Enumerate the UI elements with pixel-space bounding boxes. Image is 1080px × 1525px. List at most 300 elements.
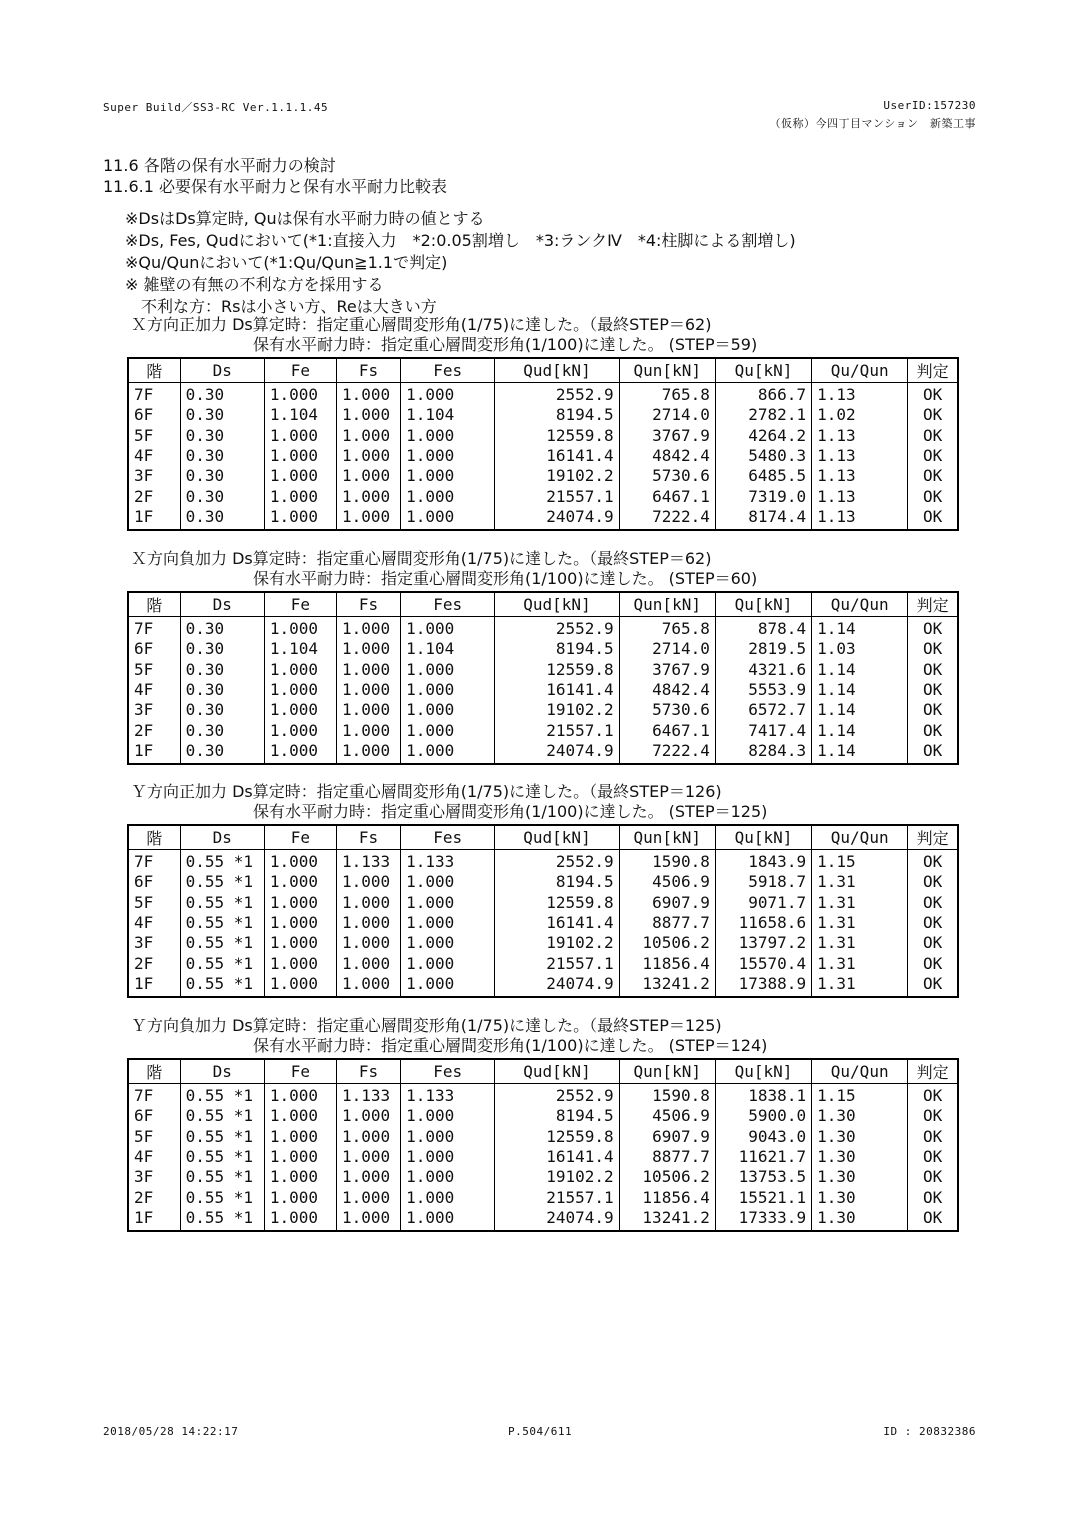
note-line: ※Ds, Fes, Qudにおいて(*1:直接入力 *2:0.05割増し *3:ランクⅣ *4:柱脚による割増し) <box>125 231 796 250</box>
capacity-table-x-positive <box>127 357 959 531</box>
cell-judge: OK <box>908 720 958 740</box>
cell-story: 3F <box>134 933 154 953</box>
cell-ds: 0.30 <box>180 426 264 446</box>
cell-qu: 4321.6 <box>715 660 811 680</box>
column-header-qud: Qud[kN] <box>495 1059 619 1084</box>
cell-qud: 8194.5 <box>495 405 619 425</box>
table-row <box>128 1147 958 1167</box>
cell-qu: 5480.3 <box>715 446 811 466</box>
cell-story: 5F <box>134 892 154 912</box>
cell-story: 4F <box>134 680 154 700</box>
cell-judge: OK <box>908 933 958 953</box>
cell-story: 1F <box>134 1207 154 1227</box>
cell-fs: 1.000 <box>336 1127 400 1147</box>
cell-qu: 866.7 <box>715 383 811 406</box>
cell-ds: 0.55 *1 <box>180 974 264 997</box>
table-caption-ds: Ｙ方向負加力 Ds算定時：指定重心層間変形角(1/75)に達した。（最終STEP＝125) <box>131 1016 722 1035</box>
cell-fes: 1.000 <box>401 446 495 466</box>
cell-qu: 15521.1 <box>715 1187 811 1207</box>
cell-qun: 5730.6 <box>619 466 715 486</box>
table-row <box>128 426 958 446</box>
cell-fes: 1.133 <box>401 850 495 873</box>
cell-ratio: 1.30 <box>812 1147 908 1167</box>
software-version: Super Build／SS3-RC Ver.1.1.1.45 <box>103 101 329 114</box>
cell-judge: OK <box>908 913 958 933</box>
cell-fes: 1.000 <box>401 1167 495 1187</box>
cell-fes: 1.000 <box>401 1147 495 1167</box>
cell-qud: 19102.2 <box>495 466 619 486</box>
section-title: 11.6 各階の保有水平耐力の検討 <box>103 156 336 175</box>
cell-ds: 0.55 *1 <box>180 850 264 873</box>
cell-judge: OK <box>908 466 958 486</box>
cell-judge: OK <box>908 893 958 913</box>
cell-fs: 1.000 <box>336 405 400 425</box>
cell-judge: OK <box>908 1127 958 1147</box>
print-date: 2018/05/28 14:22:17 <box>103 1425 239 1438</box>
cell-qu: 17333.9 <box>715 1208 811 1231</box>
cell-fe: 1.000 <box>264 872 336 892</box>
cell-ratio: 1.13 <box>812 466 908 486</box>
cell-story: 2F <box>134 486 154 506</box>
cell-ds: 0.55 *1 <box>180 1187 264 1207</box>
cell-judge: OK <box>908 1187 958 1207</box>
cell-qun: 765.8 <box>619 383 715 406</box>
cell-qud: 2552.9 <box>495 617 619 640</box>
cell-fes: 1.000 <box>401 1208 495 1231</box>
cell-fs: 1.000 <box>336 953 400 973</box>
cell-ratio: 1.31 <box>812 893 908 913</box>
cell-fe: 1.000 <box>264 1187 336 1207</box>
cell-fs: 1.000 <box>336 660 400 680</box>
cell-judge: OK <box>908 741 958 764</box>
cell-ds: 0.30 <box>180 680 264 700</box>
cell-fes: 1.133 <box>401 1084 495 1107</box>
cell-fe: 1.000 <box>264 953 336 973</box>
cell-ratio: 1.30 <box>812 1208 908 1231</box>
cell-qud: 2552.9 <box>495 850 619 873</box>
cell-qun: 4842.4 <box>619 680 715 700</box>
cell-story: 6F <box>134 1106 154 1126</box>
cell-fe: 1.000 <box>264 741 336 764</box>
cell-story: 4F <box>134 1147 154 1167</box>
cell-qun: 11856.4 <box>619 1187 715 1207</box>
cell-fe: 1.000 <box>264 660 336 680</box>
table-row <box>128 1208 958 1231</box>
cell-ratio: 1.30 <box>812 1167 908 1187</box>
table-row <box>128 872 958 892</box>
cell-fes: 1.000 <box>401 1187 495 1207</box>
cell-ratio: 1.15 <box>812 1084 908 1107</box>
cell-fe: 1.000 <box>264 1127 336 1147</box>
cell-ds: 0.55 *1 <box>180 1208 264 1231</box>
cell-qu: 5900.0 <box>715 1106 811 1126</box>
cell-fe: 1.000 <box>264 1208 336 1231</box>
column-header-story: 階 <box>128 592 180 617</box>
cell-qu: 9043.0 <box>715 1127 811 1147</box>
cell-ds: 0.30 <box>180 700 264 720</box>
cell-fs: 1.000 <box>336 974 400 997</box>
cell-fe: 1.000 <box>264 933 336 953</box>
cell-qud: 2552.9 <box>495 1084 619 1107</box>
cell-qu: 1843.9 <box>715 850 811 873</box>
cell-judge: OK <box>908 639 958 659</box>
cell-ratio: 1.31 <box>812 913 908 933</box>
cell-qun: 6467.1 <box>619 720 715 740</box>
cell-ratio: 1.30 <box>812 1106 908 1126</box>
cell-ratio: 1.13 <box>812 426 908 446</box>
cell-qud: 19102.2 <box>495 1167 619 1187</box>
column-header-fe: Fe <box>264 592 336 617</box>
cell-judge: OK <box>908 1208 958 1231</box>
cell-ratio: 1.02 <box>812 405 908 425</box>
cell-ds: 0.30 <box>180 507 264 530</box>
cell-ratio: 1.30 <box>812 1127 908 1147</box>
cell-ratio: 1.13 <box>812 507 908 530</box>
cell-qu: 7319.0 <box>715 486 811 506</box>
column-header-fs: Fs <box>336 825 400 850</box>
cell-qun: 7222.4 <box>619 507 715 530</box>
capacity-table-y-negative <box>127 1058 959 1232</box>
cell-ds: 0.55 *1 <box>180 1106 264 1126</box>
cell-fs: 1.000 <box>336 383 400 406</box>
cell-ratio: 1.31 <box>812 933 908 953</box>
cell-qun: 2714.0 <box>619 639 715 659</box>
cell-fs: 1.000 <box>336 1167 400 1187</box>
cell-story: 7F <box>134 852 154 872</box>
cell-ds: 0.55 *1 <box>180 893 264 913</box>
cell-ds: 0.30 <box>180 660 264 680</box>
column-header-ds: Ds <box>180 1059 264 1084</box>
cell-fes: 1.000 <box>401 741 495 764</box>
cell-qun: 4506.9 <box>619 872 715 892</box>
cell-ratio: 1.03 <box>812 639 908 659</box>
cell-qun: 3767.9 <box>619 660 715 680</box>
cell-qun: 8877.7 <box>619 913 715 933</box>
table-row <box>128 720 958 740</box>
table-header-row <box>128 358 958 383</box>
cell-ds: 0.55 *1 <box>180 1167 264 1187</box>
cell-story: 7F <box>134 385 154 405</box>
cell-qu: 8284.3 <box>715 741 811 764</box>
cell-story: 3F <box>134 700 154 720</box>
cell-judge: OK <box>908 660 958 680</box>
column-header-judge: 判定 <box>908 358 958 383</box>
table-row <box>128 617 958 640</box>
column-header-ds: Ds <box>180 825 264 850</box>
cell-qu: 17388.9 <box>715 974 811 997</box>
cell-qud: 12559.8 <box>495 893 619 913</box>
cell-judge: OK <box>908 1106 958 1126</box>
cell-fs: 1.000 <box>336 933 400 953</box>
cell-fe: 1.000 <box>264 974 336 997</box>
table-row <box>128 466 958 486</box>
cell-qun: 7222.4 <box>619 741 715 764</box>
cell-qu: 2819.5 <box>715 639 811 659</box>
table-caption-qu: 保有水平耐力時：指定重心層間変形角(1/100)に達した。 (STEP＝60) <box>253 569 758 588</box>
cell-fe: 1.000 <box>264 507 336 530</box>
cell-qud: 21557.1 <box>495 953 619 973</box>
table-row <box>128 507 958 530</box>
cell-qun: 3767.9 <box>619 426 715 446</box>
cell-qun: 1590.8 <box>619 1084 715 1107</box>
table-row <box>128 933 958 953</box>
table-row <box>128 680 958 700</box>
cell-story: 1F <box>134 740 154 760</box>
column-header-fes: Fes <box>401 358 495 383</box>
cell-qud: 16141.4 <box>495 1147 619 1167</box>
cell-fe: 1.000 <box>264 383 336 406</box>
cell-qud: 12559.8 <box>495 660 619 680</box>
column-header-qun: Qun[kN] <box>619 592 715 617</box>
cell-ratio: 1.13 <box>812 446 908 466</box>
column-header-fe: Fe <box>264 825 336 850</box>
table-header-row <box>128 592 958 617</box>
cell-qud: 2552.9 <box>495 383 619 406</box>
table-caption-qu: 保有水平耐力時：指定重心層間変形角(1/100)に達した。 (STEP＝59) <box>253 335 758 354</box>
cell-story: 6F <box>134 405 154 425</box>
page-number: P.504/611 <box>508 1425 573 1438</box>
cell-fs: 1.000 <box>336 1208 400 1231</box>
cell-fs: 1.000 <box>336 872 400 892</box>
cell-fes: 1.000 <box>401 486 495 506</box>
cell-fs: 1.000 <box>336 639 400 659</box>
cell-story: 2F <box>134 720 154 740</box>
cell-fs: 1.000 <box>336 486 400 506</box>
cell-qu: 13797.2 <box>715 933 811 953</box>
column-header-qu: Qu[kN] <box>715 825 811 850</box>
table-header-row <box>128 1059 958 1084</box>
cell-qun: 2714.0 <box>619 405 715 425</box>
table-row <box>128 850 958 873</box>
cell-qud: 21557.1 <box>495 1187 619 1207</box>
cell-qud: 24074.9 <box>495 1208 619 1231</box>
cell-ratio: 1.14 <box>812 700 908 720</box>
cell-story: 1F <box>134 506 154 526</box>
table-caption-qu: 保有水平耐力時：指定重心層間変形角(1/100)に達した。 (STEP＝124) <box>253 1036 768 1055</box>
cell-ds: 0.30 <box>180 446 264 466</box>
cell-ds: 0.55 *1 <box>180 1084 264 1107</box>
cell-qu: 7417.4 <box>715 720 811 740</box>
cell-ratio: 1.13 <box>812 383 908 406</box>
cell-ds: 0.30 <box>180 639 264 659</box>
table-row <box>128 446 958 466</box>
cell-judge: OK <box>908 405 958 425</box>
cell-qud: 8194.5 <box>495 639 619 659</box>
column-header-ratio: Qu/Qun <box>812 592 908 617</box>
cell-qud: 8194.5 <box>495 872 619 892</box>
table-header-row <box>128 825 958 850</box>
cell-fs: 1.000 <box>336 466 400 486</box>
table-caption-ds: Ｘ方向正加力 Ds算定時：指定重心層間変形角(1/75)に達した。（最終STEP＝62) <box>131 315 712 334</box>
column-header-fes: Fes <box>401 1059 495 1084</box>
cell-judge: OK <box>908 1147 958 1167</box>
cell-qud: 21557.1 <box>495 486 619 506</box>
cell-fs: 1.000 <box>336 893 400 913</box>
table-row <box>128 660 958 680</box>
table-row <box>128 383 958 406</box>
cell-story: 3F <box>134 466 154 486</box>
cell-judge: OK <box>908 680 958 700</box>
cell-story: 7F <box>134 1086 154 1106</box>
cell-qu: 1838.1 <box>715 1084 811 1107</box>
cell-fs: 1.000 <box>336 446 400 466</box>
note-line: ※Qu/Qunにおいて(*1:Qu/Qun≧1.1で判定) <box>125 253 448 272</box>
table-row <box>128 913 958 933</box>
cell-judge: OK <box>908 974 958 997</box>
cell-qu: 11658.6 <box>715 913 811 933</box>
cell-fe: 1.000 <box>264 446 336 466</box>
cell-fes: 1.000 <box>401 913 495 933</box>
cell-qu: 4264.2 <box>715 426 811 446</box>
cell-qun: 4506.9 <box>619 1106 715 1126</box>
note-line: ※DsはDs算定時, Quは保有水平耐力時の値とする <box>125 209 485 228</box>
cell-qu: 8174.4 <box>715 507 811 530</box>
column-header-qu: Qu[kN] <box>715 358 811 383</box>
cell-fe: 1.104 <box>264 639 336 659</box>
project-name: （仮称）今四丁目マンション 新築工事 <box>769 117 976 130</box>
cell-qud: 24074.9 <box>495 974 619 997</box>
column-header-qun: Qun[kN] <box>619 1059 715 1084</box>
cell-qud: 12559.8 <box>495 426 619 446</box>
column-header-judge: 判定 <box>908 1059 958 1084</box>
cell-fes: 1.000 <box>401 660 495 680</box>
table-row <box>128 700 958 720</box>
column-header-ratio: Qu/Qun <box>812 358 908 383</box>
cell-qu: 15570.4 <box>715 953 811 973</box>
cell-qu: 5918.7 <box>715 872 811 892</box>
column-header-fes: Fes <box>401 825 495 850</box>
cell-qu: 5553.9 <box>715 680 811 700</box>
cell-ratio: 1.14 <box>812 660 908 680</box>
cell-ratio: 1.30 <box>812 1187 908 1207</box>
cell-fs: 1.000 <box>336 741 400 764</box>
cell-qud: 16141.4 <box>495 680 619 700</box>
cell-fe: 1.000 <box>264 617 336 640</box>
cell-story: 4F <box>134 446 154 466</box>
cell-ratio: 1.14 <box>812 720 908 740</box>
cell-fe: 1.000 <box>264 466 336 486</box>
table-row <box>128 486 958 506</box>
column-header-fs: Fs <box>336 358 400 383</box>
cell-judge: OK <box>908 486 958 506</box>
column-header-fe: Fe <box>264 1059 336 1084</box>
cell-fs: 1.000 <box>336 617 400 640</box>
cell-judge: OK <box>908 1167 958 1187</box>
column-header-fe: Fe <box>264 358 336 383</box>
cell-fes: 1.000 <box>401 700 495 720</box>
cell-fes: 1.000 <box>401 383 495 406</box>
table-row <box>128 1084 958 1107</box>
column-header-judge: 判定 <box>908 592 958 617</box>
cell-judge: OK <box>908 700 958 720</box>
cell-fs: 1.000 <box>336 1187 400 1207</box>
table-row <box>128 1167 958 1187</box>
cell-qu: 2782.1 <box>715 405 811 425</box>
document-id: ID : 20832386 <box>883 1425 976 1438</box>
cell-fes: 1.000 <box>401 617 495 640</box>
cell-ds: 0.55 *1 <box>180 913 264 933</box>
cell-fs: 1.000 <box>336 507 400 530</box>
cell-ratio: 1.31 <box>812 872 908 892</box>
user-id: UserID:157230 <box>883 99 976 112</box>
cell-qud: 24074.9 <box>495 507 619 530</box>
cell-ds: 0.30 <box>180 617 264 640</box>
cell-fs: 1.000 <box>336 426 400 446</box>
column-header-story: 階 <box>128 1059 180 1084</box>
cell-fes: 1.000 <box>401 872 495 892</box>
cell-fs: 1.133 <box>336 1084 400 1107</box>
cell-ds: 0.30 <box>180 405 264 425</box>
note-line: 不利な方：Rsは小さい方、Reは大きい方 <box>125 297 437 316</box>
cell-qun: 11856.4 <box>619 953 715 973</box>
cell-qud: 12559.8 <box>495 1127 619 1147</box>
cell-qu: 9071.7 <box>715 893 811 913</box>
cell-ds: 0.30 <box>180 466 264 486</box>
cell-fes: 1.000 <box>401 466 495 486</box>
cell-fe: 1.000 <box>264 700 336 720</box>
cell-story: 4F <box>134 913 154 933</box>
table-caption-ds: Ｘ方向負加力 Ds算定時：指定重心層間変形角(1/75)に達した。（最終STEP＝62) <box>131 549 712 568</box>
table-row <box>128 1127 958 1147</box>
column-header-story: 階 <box>128 825 180 850</box>
cell-qun: 6907.9 <box>619 1127 715 1147</box>
column-header-ratio: Qu/Qun <box>812 1059 908 1084</box>
cell-fs: 1.000 <box>336 680 400 700</box>
cell-fe: 1.000 <box>264 486 336 506</box>
cell-ratio: 1.14 <box>812 680 908 700</box>
cell-judge: OK <box>908 850 958 873</box>
cell-fes: 1.000 <box>401 893 495 913</box>
cell-fe: 1.000 <box>264 850 336 873</box>
cell-story: 5F <box>134 425 154 445</box>
cell-ds: 0.30 <box>180 720 264 740</box>
cell-judge: OK <box>908 617 958 640</box>
column-header-ratio: Qu/Qun <box>812 825 908 850</box>
table-row <box>128 1187 958 1207</box>
cell-fes: 1.000 <box>401 933 495 953</box>
column-header-fs: Fs <box>336 1059 400 1084</box>
cell-ds: 0.30 <box>180 383 264 406</box>
cell-qun: 10506.2 <box>619 933 715 953</box>
cell-qun: 13241.2 <box>619 1208 715 1231</box>
cell-qud: 24074.9 <box>495 741 619 764</box>
column-header-fs: Fs <box>336 592 400 617</box>
table-row <box>128 893 958 913</box>
cell-story: 6F <box>134 872 154 892</box>
cell-ratio: 1.31 <box>812 974 908 997</box>
cell-judge: OK <box>908 953 958 973</box>
cell-qud: 19102.2 <box>495 933 619 953</box>
cell-ratio: 1.13 <box>812 486 908 506</box>
cell-judge: OK <box>908 1084 958 1107</box>
column-header-qu: Qu[kN] <box>715 592 811 617</box>
cell-fes: 1.000 <box>401 507 495 530</box>
cell-fs: 1.133 <box>336 850 400 873</box>
cell-fe: 1.000 <box>264 1167 336 1187</box>
cell-qun: 8877.7 <box>619 1147 715 1167</box>
table-caption-ds: Ｙ方向正加力 Ds算定時：指定重心層間変形角(1/75)に達した。（最終STEP＝126) <box>131 782 722 801</box>
cell-qun: 10506.2 <box>619 1167 715 1187</box>
cell-fes: 1.000 <box>401 680 495 700</box>
cell-fe: 1.000 <box>264 680 336 700</box>
cell-ds: 0.55 *1 <box>180 1147 264 1167</box>
cell-fes: 1.000 <box>401 720 495 740</box>
cell-judge: OK <box>908 446 958 466</box>
subsection-title: 11.6.1 必要保有水平耐力と保有水平耐力比較表 <box>103 177 447 196</box>
cell-qud: 21557.1 <box>495 720 619 740</box>
cell-qun: 4842.4 <box>619 446 715 466</box>
cell-qun: 6467.1 <box>619 486 715 506</box>
